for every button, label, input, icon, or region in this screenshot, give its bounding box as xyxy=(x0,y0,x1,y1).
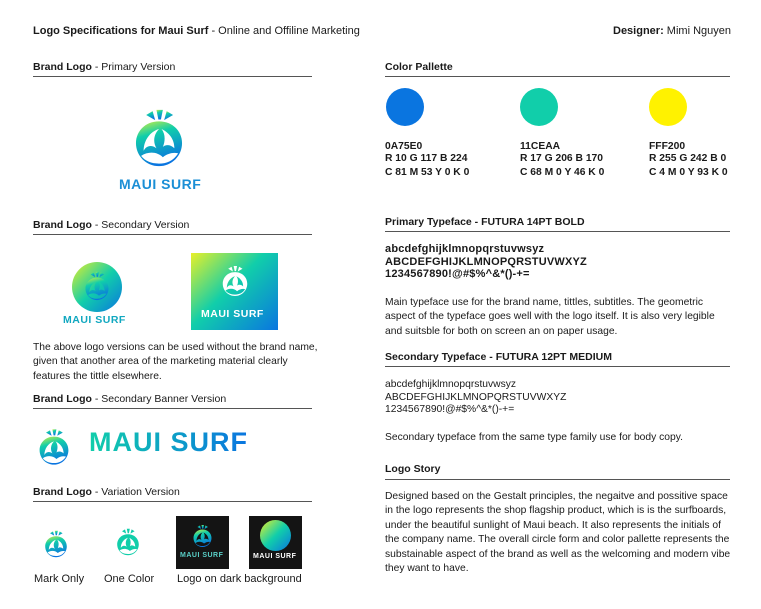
secondary-typeface-description: Secondary typeface from the same type family use for body copy. xyxy=(385,432,683,443)
dark-background-logo-1 xyxy=(176,516,229,569)
divider xyxy=(385,366,730,367)
primary-logo-heading: Brand Logo - Primary Version xyxy=(33,61,176,73)
caption-mark-only: Mark Only xyxy=(34,573,85,585)
document-title: Logo Specifications for Maui Surf - Online and Offiline Marketing xyxy=(33,25,360,37)
maui-surf-logo-mark xyxy=(190,521,215,551)
square-logo-wordmark: MAUI SURF xyxy=(201,308,264,320)
maui-surf-logo-mark xyxy=(81,269,113,303)
one-color-logo xyxy=(113,527,143,557)
primary-typeface-heading: Primary Typeface - FUTURA 14PT BOLD xyxy=(385,216,585,228)
color-swatch-blue xyxy=(386,88,424,126)
primary-typeface-description: Main typeface use for the brand name, tittles, subtitles. The geometric aspect of the typeface goes well with the logo itself. It is also very legible and suitsble for both on screen an on paper usage. xyxy=(385,297,715,337)
secondary-logo-wordmark: MAUI SURF xyxy=(63,314,126,326)
primary-typeface-specimen: abcdefghijklmnopqrstuvwsyz ABCDEFGHIJKLMNOPQRSTUVWXYZ 1234567890!@#$%^&*()-+= xyxy=(385,243,587,280)
maui-surf-logo-mark xyxy=(127,101,191,175)
variation-logo-heading: Brand Logo - Variation Version xyxy=(33,486,180,498)
color-swatch-yellow xyxy=(649,88,687,126)
dark-logo-wordmark: MAUI SURF xyxy=(180,552,224,559)
logo-story-text: Designed based on the Gestalt principles, the negaitve and possitive space in the logo represents the shop flagship product, which is is the surfboards, under the beautiful sunlight of Maui beach. It also represents the initials of the company name. The overall circle form and color pallette represents the substainable aspect of the brand as well as the welcoming and modern vibe they want to have. xyxy=(385,491,731,575)
secondary-typeface-heading: Secondary Typeface - FUTURA 12PT MEDIUM xyxy=(385,351,612,363)
maui-surf-logo-mark xyxy=(34,426,74,468)
banner-logo-wordmark: MAUI SURF xyxy=(89,427,248,457)
caption-one-color: One Color xyxy=(104,573,155,585)
secondary-logo-note: The above logo versions can be used without the brand name, given that another area of the marketing material clearly features the tittle elsewhere. xyxy=(33,342,318,382)
divider xyxy=(385,76,730,77)
dark-background-logo-2 xyxy=(249,516,302,569)
divider xyxy=(385,479,730,480)
primary-logo-wordmark: MAUI SURF xyxy=(119,176,202,192)
color-spec-yellow: FFF200 R 255 G 242 B 0 C 4 M 0 Y 93 K 0 xyxy=(649,141,728,178)
secondary-logo-circle xyxy=(72,262,122,312)
mark-only-logo xyxy=(41,529,71,559)
dark-logo-circle xyxy=(260,520,291,551)
palette-heading: Color Pallette xyxy=(385,61,453,73)
logo-story-heading: Logo Story xyxy=(385,463,441,475)
divider xyxy=(33,408,312,409)
divider xyxy=(33,76,312,77)
secondary-logo-heading: Brand Logo - Secondary Version xyxy=(33,219,190,231)
banner-logo-heading: Brand Logo - Secondary Banner Version xyxy=(33,393,227,405)
color-spec-teal: 11CEAA R 17 G 206 B 170 C 68 M 0 Y 46 K 0 xyxy=(520,141,605,178)
secondary-logo-square xyxy=(191,253,278,330)
divider xyxy=(385,231,730,232)
maui-surf-logo-mark-white xyxy=(218,260,252,302)
color-spec-blue: 0A75E0 R 10 G 117 B 224 C 81 M 53 Y 0 K 0 xyxy=(385,141,470,178)
divider xyxy=(33,234,312,235)
divider xyxy=(33,501,312,502)
dark-logo-wordmark: MAUI SURF xyxy=(253,553,297,560)
caption-dark-background: Logo on dark background xyxy=(177,573,302,585)
designer-credit: Designer: Mimi Nguyen xyxy=(613,25,731,37)
secondary-typeface-specimen: abcdefghijklmnopqrstuvwsyz ABCDEFGHIJKLMNOPQRSTUVWXYZ 1234567890!@#$%^&*()-+= xyxy=(385,379,567,415)
color-swatch-teal xyxy=(520,88,558,126)
